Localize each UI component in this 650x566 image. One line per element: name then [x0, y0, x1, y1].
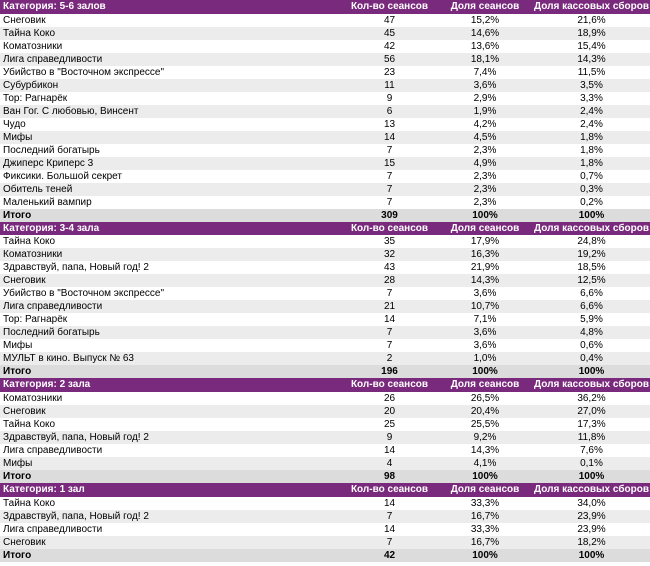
total-sessions: 196 — [381, 366, 398, 378]
total-boxoffice: 100% — [578, 209, 605, 221]
sessions-share: 13,6% — [470, 40, 500, 52]
table-row — [0, 144, 650, 157]
sessions-column-header: Кол-во сеансов — [350, 484, 429, 496]
boxoffice-share: 5,9% — [580, 314, 603, 326]
category-title: Категория: 1 зал — [3, 484, 85, 496]
boxoffice-share: 1,8% — [580, 131, 603, 143]
sessions-count: 4 — [386, 458, 393, 470]
sessions-count: 14 — [383, 497, 396, 509]
sessions-share: 3,6% — [473, 288, 497, 300]
total-label: Итого — [3, 549, 32, 561]
film-title: Фиксики. Большой секрет — [3, 170, 122, 182]
total-label: Итого — [3, 471, 32, 483]
film-title: Мифы — [3, 340, 33, 352]
boxoffice-column-header: Доля кассовых сборов — [534, 379, 649, 391]
table-row — [0, 536, 650, 549]
film-title: Чудо — [3, 118, 26, 130]
table-row — [0, 79, 650, 92]
boxoffice-column-header: Доля кассовых сборов — [534, 1, 649, 12]
sessions-count: 15 — [383, 157, 396, 169]
film-title: Мифы — [3, 458, 33, 470]
share-column-header: Доля сеансов — [450, 484, 520, 496]
total-share: 100% — [472, 471, 498, 483]
sessions-share: 26,5% — [470, 393, 500, 405]
sessions-count: 20 — [383, 406, 396, 418]
film-title: Лига справедливости — [3, 445, 103, 457]
boxoffice-share: 17,3% — [577, 419, 606, 431]
sessions-count: 7 — [386, 536, 393, 548]
sessions-share: 14,3% — [470, 445, 500, 457]
table-row — [0, 300, 650, 313]
sessions-count: 42 — [383, 40, 396, 52]
sessions-share: 4,5% — [473, 131, 497, 143]
sessions-share: 2,3% — [473, 170, 497, 182]
film-title: Коматозники — [3, 393, 63, 405]
total-sessions: 309 — [381, 209, 398, 221]
sessions-count: 7 — [386, 183, 393, 195]
boxoffice-share: 19,2% — [577, 249, 606, 261]
boxoffice-share: 0,6% — [580, 340, 603, 352]
film-title: Субурбикон — [3, 79, 59, 91]
section-header-row — [0, 483, 650, 497]
sessions-share: 10,7% — [470, 301, 500, 313]
sessions-count: 6 — [386, 105, 393, 117]
sessions-column-header: Кол-во сеансов — [350, 379, 429, 391]
boxoffice-share: 12,5% — [577, 275, 606, 287]
sessions-share: 16,7% — [470, 536, 500, 548]
boxoffice-share: 6,6% — [580, 288, 603, 300]
table-row — [0, 66, 650, 79]
section-header-row — [0, 222, 650, 236]
sessions-share: 25,5% — [470, 419, 500, 431]
film-title: Лига справедливости — [3, 523, 103, 535]
sessions-count: 14 — [383, 314, 396, 326]
section-header-row — [0, 378, 650, 392]
sessions-count: 7 — [386, 327, 393, 339]
film-title: Маленький вампир — [3, 196, 92, 208]
sessions-share: 7,4% — [473, 66, 497, 78]
table-row — [0, 14, 650, 27]
sessions-share: 3,6% — [473, 327, 497, 339]
boxoffice-share: 1,8% — [580, 157, 603, 169]
table-row — [0, 510, 650, 523]
category-section — [0, 222, 650, 379]
table-row — [0, 105, 650, 118]
boxoffice-share: 1,8% — [580, 144, 603, 156]
category-title: Категория: 3-4 зала — [3, 222, 100, 234]
sessions-share: 16,7% — [470, 510, 500, 522]
film-title: Здравствуй, папа, Новый год! 2 — [3, 510, 149, 522]
boxoffice-share: 11,5% — [577, 66, 606, 78]
sessions-column-header: Кол-во сеансов — [350, 222, 429, 234]
total-share: 100% — [472, 549, 498, 561]
table-row — [0, 27, 650, 40]
sessions-count: 26 — [383, 393, 396, 405]
table-row — [0, 157, 650, 170]
sessions-count: 32 — [383, 249, 396, 261]
boxoffice-share: 2,4% — [580, 118, 603, 130]
total-boxoffice: 100% — [578, 549, 605, 561]
film-title: Снеговик — [3, 406, 46, 418]
sessions-share: 2,9% — [473, 92, 497, 104]
sessions-share: 33,3% — [470, 497, 500, 509]
sessions-share: 4,2% — [473, 118, 497, 130]
table-row — [0, 248, 650, 261]
film-title: Тор: Рагнарёк — [3, 92, 68, 104]
share-column-header: Доля сеансов — [450, 1, 520, 12]
film-title: Лига справедливости — [3, 301, 103, 313]
sessions-count: 21 — [383, 301, 396, 313]
film-title: Коматозники — [3, 40, 63, 52]
total-sessions: 98 — [383, 471, 396, 483]
table-row — [0, 92, 650, 105]
sessions-share: 7,1% — [473, 314, 497, 326]
film-title: Здравствуй, папа, Новый год! 2 — [3, 262, 149, 274]
boxoffice-share: 0,1% — [580, 458, 603, 470]
sessions-share: 9,2% — [473, 432, 497, 444]
boxoffice-share: 18,5% — [577, 262, 606, 274]
boxoffice-share: 11,8% — [577, 432, 606, 444]
category-title: Категория: 5-6 залов — [3, 1, 106, 12]
sessions-count: 9 — [386, 92, 393, 104]
film-title: Убийство в "Восточном экспрессе" — [3, 66, 165, 78]
boxoffice-share: 18,2% — [577, 536, 606, 548]
table-row — [0, 497, 650, 510]
boxoffice-share: 4,8% — [580, 327, 603, 339]
film-title: Снеговик — [3, 536, 46, 548]
boxoffice-share: 23,9% — [577, 510, 606, 522]
table-row — [0, 183, 650, 196]
boxoffice-share: 34,0% — [577, 497, 606, 509]
boxoffice-share: 18,9% — [577, 27, 606, 39]
table-row — [0, 457, 650, 470]
total-row — [0, 209, 650, 222]
share-column-header: Доля сеансов — [450, 379, 520, 391]
sessions-share: 14,3% — [470, 275, 500, 287]
table-row — [0, 274, 650, 287]
film-title: Джиперс Криперс 3 — [3, 157, 94, 169]
film-title: Последний богатырь — [3, 327, 100, 339]
sessions-count: 7 — [386, 144, 393, 156]
film-title: Снеговик — [3, 275, 46, 287]
total-row — [0, 549, 650, 562]
total-label: Итого — [3, 209, 32, 221]
boxoffice-share: 36,2% — [577, 393, 606, 405]
category-section — [0, 378, 650, 483]
table-row — [0, 40, 650, 53]
share-column-header: Доля сеансов — [450, 222, 520, 234]
sessions-share: 3,6% — [473, 340, 497, 352]
sessions-share: 15,2% — [470, 14, 500, 26]
sessions-count: 45 — [383, 27, 396, 39]
sessions-count: 7 — [386, 340, 393, 352]
sessions-count: 14 — [383, 131, 396, 143]
table-row — [0, 235, 650, 248]
boxoffice-share: 23,9% — [577, 523, 606, 535]
boxoffice-share: 14,3% — [577, 53, 606, 65]
boxoffice-share: 15,4% — [577, 40, 606, 52]
film-title: Тайна Коко — [3, 419, 56, 431]
film-title: Тайна Коко — [3, 27, 56, 39]
category-title: Категория: 2 зала — [3, 379, 91, 391]
film-title: Обитель теней — [3, 183, 73, 195]
boxoffice-share: 0,7% — [580, 170, 603, 182]
sessions-share: 1,9% — [473, 105, 497, 117]
film-title: Тайна Коко — [3, 236, 56, 248]
sessions-share: 33,3% — [470, 523, 500, 535]
table-row — [0, 118, 650, 131]
sessions-share: 21,9% — [470, 262, 500, 274]
total-label: Итого — [3, 366, 32, 378]
table-row — [0, 287, 650, 300]
total-row — [0, 470, 650, 483]
sessions-count: 11 — [384, 79, 395, 91]
boxoffice-column-header: Доля кассовых сборов — [534, 222, 649, 234]
sessions-share: 3,6% — [473, 79, 497, 91]
film-title: МУЛЬТ в кино. Выпуск № 63 — [3, 353, 134, 365]
film-title: Последний богатырь — [3, 144, 100, 156]
boxoffice-share: 21,6% — [577, 14, 606, 26]
total-row — [0, 365, 650, 378]
sessions-share: 2,3% — [473, 183, 497, 195]
boxoffice-share: 3,3% — [580, 92, 603, 104]
sessions-count: 43 — [383, 262, 396, 274]
sessions-share: 4,1% — [473, 458, 497, 470]
boxoffice-column-header: Доля кассовых сборов — [534, 484, 649, 496]
sessions-count: 7 — [386, 510, 393, 522]
total-boxoffice: 100% — [578, 366, 605, 378]
boxoffice-share: 7,6% — [580, 445, 603, 457]
table-row — [0, 444, 650, 457]
boxoffice-share: 27,0% — [577, 406, 606, 418]
sessions-share: 18,1% — [470, 53, 500, 65]
sessions-count: 47 — [383, 14, 396, 26]
sessions-count: 13 — [383, 118, 396, 130]
sessions-count: 25 — [383, 419, 396, 431]
boxoffice-share: 2,4% — [580, 105, 603, 117]
sessions-share: 4,9% — [473, 157, 497, 169]
sessions-share: 1,0% — [473, 353, 497, 365]
total-share: 100% — [472, 366, 498, 378]
boxoffice-share: 6,6% — [580, 301, 603, 313]
sessions-share: 17,9% — [470, 236, 500, 248]
film-title: Убийство в "Восточном экспрессе" — [3, 288, 165, 300]
table-row — [0, 352, 650, 365]
sessions-count: 35 — [383, 236, 396, 248]
sessions-count: 7 — [386, 288, 393, 300]
table-row — [0, 53, 650, 66]
total-boxoffice: 100% — [578, 471, 605, 483]
boxoffice-share: 24,8% — [577, 236, 606, 248]
sessions-count: 9 — [386, 432, 393, 444]
table-row — [0, 313, 650, 326]
table-row — [0, 431, 650, 444]
table-row — [0, 196, 650, 209]
table-row — [0, 170, 650, 183]
sessions-share: 2,3% — [473, 196, 497, 208]
table-row — [0, 261, 650, 274]
boxoffice-share: 3,5% — [580, 79, 603, 91]
film-title: Тор: Рагнарёк — [3, 314, 68, 326]
sessions-count: 7 — [386, 170, 393, 182]
category-section — [0, 483, 650, 562]
total-sessions: 42 — [383, 549, 396, 561]
table-row — [0, 339, 650, 352]
sessions-count: 14 — [383, 445, 396, 457]
sessions-share: 16,3% — [470, 249, 500, 261]
boxoffice-share: 0,2% — [580, 196, 603, 208]
table-row — [0, 418, 650, 431]
film-title: Ван Гог. С любовью, Винсент — [3, 105, 139, 117]
film-title: Лига справедливости — [3, 53, 103, 65]
sessions-count: 7 — [386, 196, 393, 208]
table-row — [0, 523, 650, 536]
sessions-count: 14 — [383, 523, 396, 535]
film-title: Коматозники — [3, 249, 63, 261]
sessions-share: 20,4% — [470, 406, 500, 418]
sessions-count: 28 — [383, 275, 396, 287]
category-section — [0, 0, 650, 222]
table-row — [0, 131, 650, 144]
film-title: Здравствуй, папа, Новый год! 2 — [3, 432, 149, 444]
sessions-share: 14,6% — [470, 27, 500, 39]
boxoffice-share: 0,4% — [580, 353, 603, 365]
film-title: Мифы — [3, 131, 33, 143]
section-header-row — [0, 0, 650, 14]
table-row — [0, 405, 650, 418]
table-row — [0, 326, 650, 339]
table-row — [0, 392, 650, 405]
film-title: Снеговик — [3, 14, 46, 26]
film-title: Тайна Коко — [3, 497, 56, 509]
boxoffice-share: 0,3% — [580, 183, 603, 195]
sessions-count: 23 — [383, 66, 396, 78]
total-share: 100% — [472, 209, 498, 221]
sessions-share: 2,3% — [473, 144, 497, 156]
sessions-count: 2 — [386, 353, 393, 365]
sessions-count: 56 — [383, 53, 396, 65]
sessions-column-header: Кол-во сеансов — [350, 1, 429, 12]
